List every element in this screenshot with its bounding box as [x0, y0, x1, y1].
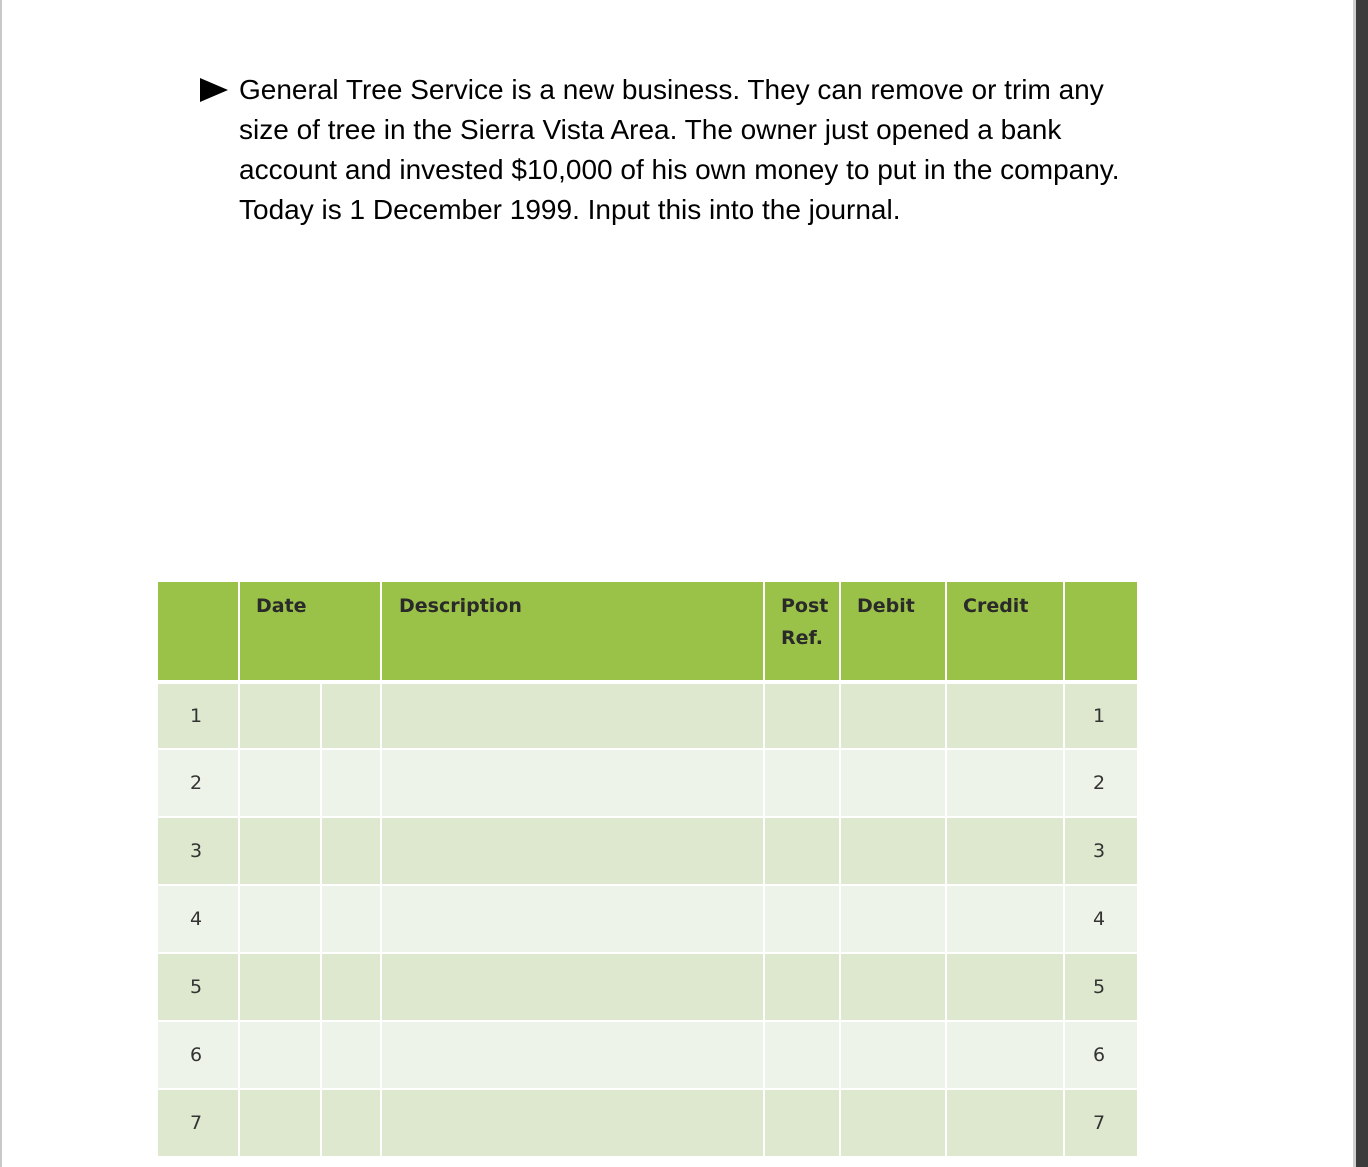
line-number-right: 5	[1065, 954, 1139, 1022]
post-ref-cell[interactable]	[765, 682, 841, 750]
line-number-left: 7	[158, 1090, 240, 1158]
date-day-cell[interactable]	[322, 750, 382, 818]
journal-table	[158, 582, 1139, 1158]
line-number-left: 2	[158, 750, 240, 818]
date-day-cell[interactable]	[322, 886, 382, 954]
line-number-right: 4	[1065, 886, 1139, 954]
line-number-left: 6	[158, 1022, 240, 1090]
table-row	[158, 1090, 1139, 1158]
date-month-cell[interactable]	[240, 818, 322, 886]
date-day-cell[interactable]	[322, 1090, 382, 1158]
date-month-cell[interactable]	[240, 886, 322, 954]
description-cell[interactable]	[382, 682, 765, 750]
date-day-cell[interactable]	[322, 682, 382, 750]
description-cell[interactable]	[382, 1022, 765, 1090]
right-triangle-bullet-icon	[200, 78, 228, 102]
header-post-ref-line1: Post	[781, 595, 829, 617]
header-post-ref	[765, 582, 841, 682]
post-ref-cell[interactable]	[765, 750, 841, 818]
header-debit: Debit	[841, 582, 947, 682]
credit-cell[interactable]	[947, 954, 1065, 1022]
table-row	[158, 886, 1139, 954]
description-cell[interactable]	[382, 1090, 765, 1158]
post-ref-cell[interactable]	[765, 1090, 841, 1158]
credit-cell[interactable]	[947, 886, 1065, 954]
post-ref-cell[interactable]	[765, 1022, 841, 1090]
header-date: Date	[240, 582, 382, 682]
problem-line: Today is 1 December 1999. Input this into the journal.	[239, 194, 901, 225]
date-month-cell[interactable]	[240, 1090, 322, 1158]
debit-cell[interactable]	[841, 682, 947, 750]
table-row	[158, 954, 1139, 1022]
post-ref-cell[interactable]	[765, 954, 841, 1022]
line-number-left: 5	[158, 954, 240, 1022]
date-day-cell[interactable]	[322, 818, 382, 886]
description-cell[interactable]	[382, 818, 765, 886]
line-number-right: 3	[1065, 818, 1139, 886]
description-cell[interactable]	[382, 886, 765, 954]
line-number-left: 1	[158, 682, 240, 750]
line-number-left: 4	[158, 886, 240, 954]
table-row	[158, 750, 1139, 818]
debit-cell[interactable]	[841, 1090, 947, 1158]
page-edge-left	[0, 0, 2, 1167]
page-edge-right	[1356, 0, 1368, 1167]
credit-cell[interactable]	[947, 750, 1065, 818]
debit-cell[interactable]	[841, 1022, 947, 1090]
line-number-right: 1	[1065, 682, 1139, 750]
table-row	[158, 818, 1139, 886]
debit-cell[interactable]	[841, 818, 947, 886]
header-description: Description	[382, 582, 765, 682]
header-line-number-right	[1065, 582, 1139, 682]
credit-cell[interactable]	[947, 818, 1065, 886]
table-row	[158, 682, 1139, 750]
debit-cell[interactable]	[841, 750, 947, 818]
date-month-cell[interactable]	[240, 954, 322, 1022]
date-day-cell[interactable]	[322, 954, 382, 1022]
line-number-right: 2	[1065, 750, 1139, 818]
table-row	[158, 1022, 1139, 1090]
credit-cell[interactable]	[947, 1022, 1065, 1090]
header-post-ref-line2: Ref.	[781, 627, 823, 649]
line-number-right: 6	[1065, 1022, 1139, 1090]
header-line-number	[158, 582, 240, 682]
date-month-cell[interactable]	[240, 1022, 322, 1090]
date-month-cell[interactable]	[240, 750, 322, 818]
debit-cell[interactable]	[841, 886, 947, 954]
post-ref-cell[interactable]	[765, 886, 841, 954]
description-cell[interactable]	[382, 750, 765, 818]
problem-line: General Tree Service is a new business. They can remove or trim any	[239, 74, 1104, 105]
header-credit: Credit	[947, 582, 1065, 682]
debit-cell[interactable]	[841, 954, 947, 1022]
problem-line: size of tree in the Sierra Vista Area. The owner just opened a bank	[239, 114, 1062, 145]
date-day-cell[interactable]	[322, 1022, 382, 1090]
line-number-right: 7	[1065, 1090, 1139, 1158]
problem-statement	[239, 70, 1199, 230]
date-month-cell[interactable]	[240, 682, 322, 750]
journal-header-row	[158, 582, 1139, 682]
line-number-left: 3	[158, 818, 240, 886]
problem-line: account and invested $10,000 of his own money to put in the company.	[239, 154, 1120, 185]
credit-cell[interactable]	[947, 682, 1065, 750]
post-ref-cell[interactable]	[765, 818, 841, 886]
description-cell[interactable]	[382, 954, 765, 1022]
credit-cell[interactable]	[947, 1090, 1065, 1158]
